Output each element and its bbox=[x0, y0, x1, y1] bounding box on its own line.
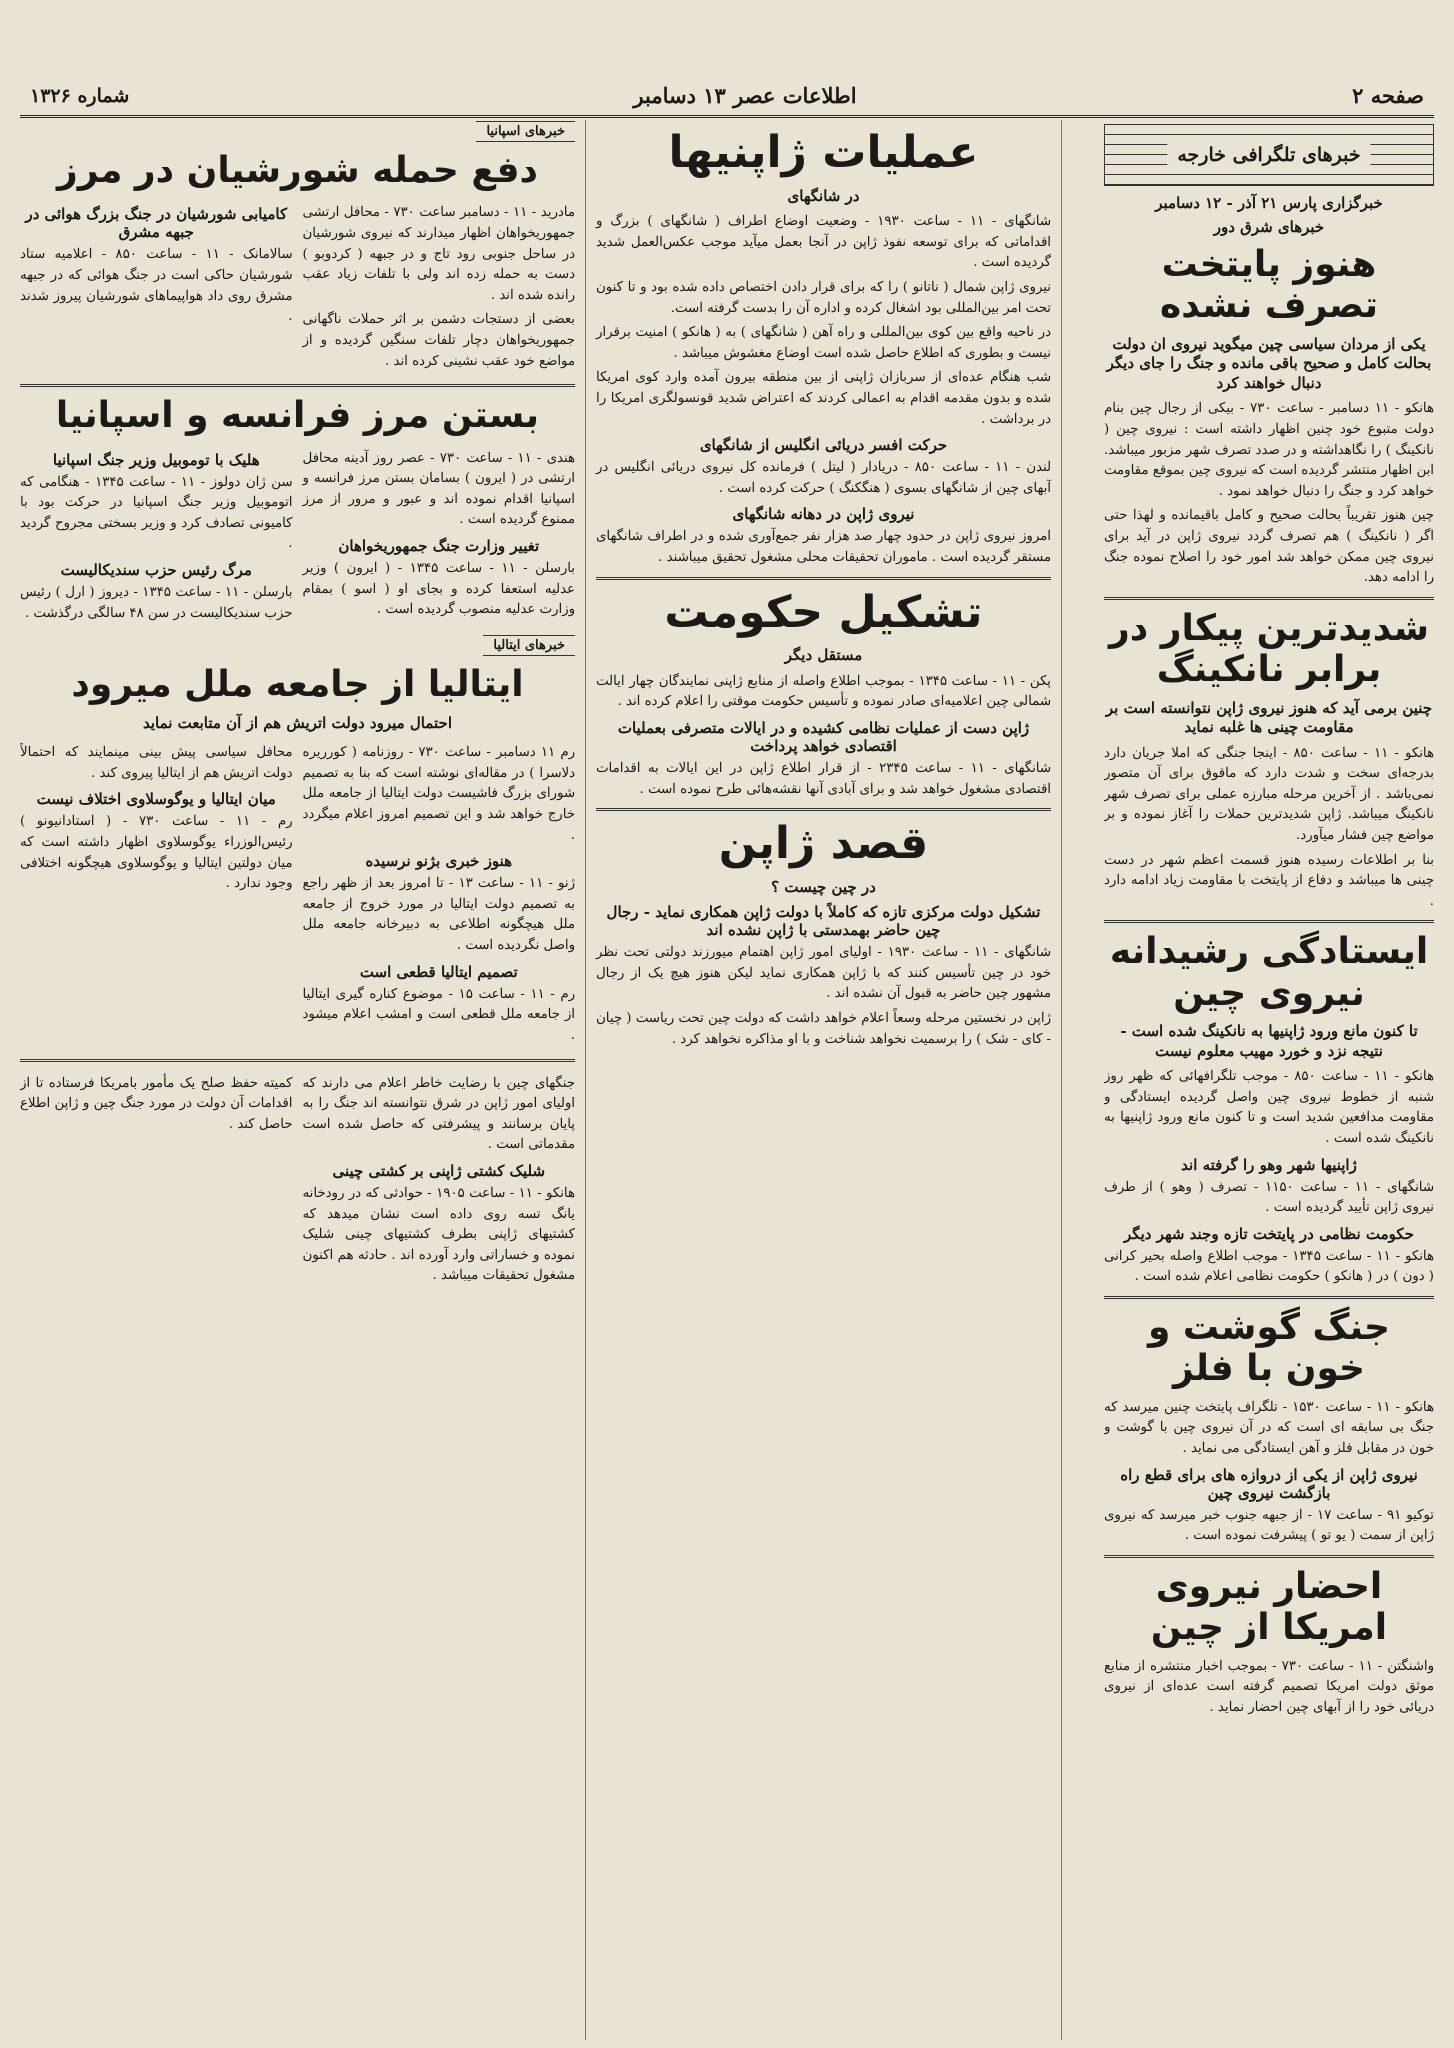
section-tag: خبرهای ایتالیا bbox=[483, 635, 575, 656]
headline: ایستادگی رشیدانه نیروی چین bbox=[1109, 931, 1429, 1014]
article-paragraph: هانکو - ۱۱ - ساعت ۸۵۰ - اینجا جنگی که املا جریان دارد بدرجه‌ای سخت و شدت دارد که ماقوق برای آن متصور نمی‌باشد . از آخرین مرحله مبارزه عملی برای تصرف شهر نانکینگ میباشد. ژاپن شدیدترین حملات را آغاز نموده و بر مواضع چین فشار میآورد. bbox=[1104, 745, 1434, 843]
subheading: هلیک با توموبیل وزیر جنگ اسپانیا bbox=[52, 450, 260, 469]
subheadline: مستقل دیگر bbox=[784, 646, 863, 665]
masthead bbox=[20, 55, 1434, 118]
article-paragraph: رم ۱۱ دسامبر - ساعت ۷۳۰ - روزنامه ( کورریره دلاسرا ) در مقاله‌ای نوشته است که بنا به تصمیم شورای بزرگ فاشیست دولت ایتالیا از جامعه ملل خارج خواهد شد و این تصمیم امروز اعلام میگردد . bbox=[302, 745, 575, 843]
headline: تشکیل حکومت bbox=[664, 586, 983, 638]
article-paragraph: بعضی از دستجات دشمن بر اثر حملات ناگهانی جمهوریخواهان دچار تلفات سنگین گردیده و از مواضع خود عقب نشینی کرده اند . bbox=[302, 312, 575, 369]
headline: جنگ گوشت و خون با فلز bbox=[1148, 1307, 1390, 1390]
article-paragraph: بنا بر اطلاعات رسیده هنوز قسمت اعظم شهر در دست چینی ها میباشد و دفاع از پایتخت با مقاومت زیاد ادامه دارد . bbox=[1104, 852, 1434, 909]
article-paragraph: هانکو - ۱۱ - ساعت ۸۵۰ - موجب تلگرافهائی که ظهر روز شنبه از خطوط نیروی چین واصل گردیده ایستادگی و مقاومت مدافعین شدید است و تا کنون مانع ورود ژاپنیها به نانکینگ شده است . bbox=[1104, 1069, 1434, 1147]
subheading: تشکیل دولت مرکزی تازه که کاملاً با دولت ژاپن همکاری نماید - رجال چین حاضر بهمدستی با ژاپن نشده اند bbox=[606, 903, 1041, 940]
article-paragraph: امروز نیروی ژاپن در حدود چهار صد هزار نفر جمع‌آوری شده و در اطراف شانگهای مستقر گردیده است . ماموران تحقیقات محلی مشغول تحقیق میباشند . bbox=[596, 529, 1051, 566]
article-paragraph: لندن - ۱۱ - ساعت ۸۵۰ - دریادار ( لیتل ) فرمانده کل نیروی دریائی انگلیس در آبهای چین از شانگهای بسوی ( هنگکنگ ) حرکت کرده است . bbox=[596, 460, 1052, 496]
subheading: شلیک کشتی ژاپنی بر کشتی چینی bbox=[332, 1161, 546, 1180]
headline: دفع حمله شورشیان در مرز bbox=[56, 150, 539, 191]
subheadline: چنین برمی آید که هنوز نیروی ژاپن نتوانسته است بر مقاومت چینی ها غلبه نماید bbox=[1105, 698, 1433, 737]
subheadline: در شانگهای bbox=[787, 186, 860, 205]
headline: شدیدترین پیکار در برابر نانکینگ bbox=[1109, 607, 1429, 691]
article-paragraph: رم - ۱۱ - ساعت ۱۵ - موضوع کناره گیری ایتالیا از جامعه ملل قطعی است و امشب اعلام میشود . bbox=[302, 986, 575, 1043]
article-paragraph: هانکو - ۱۱ - ساعت ۱۵۳۰ - تلگراف پایتخت چنین میرسد که جنگ بی سابقه ای است که در آن نیروی چین با گوشت و خون در مقابل فلز و آهن ایستادگی می نماید . bbox=[1104, 1399, 1434, 1457]
subheading: ژاپن دست از عملیات نظامی کشیده و در ایالات متصرفی بعملیات اقتصادی خواهد پرداخت bbox=[617, 718, 1030, 755]
headline: هنوز پایتخت تصرف نشده bbox=[1160, 244, 1378, 327]
divider bbox=[596, 577, 1051, 580]
subheading: تغییر وزارت جنگ جمهوریخواهان bbox=[338, 537, 540, 556]
divider bbox=[20, 384, 575, 387]
subheading: تصمیم ایتالیا قطعی است bbox=[359, 962, 518, 981]
divider bbox=[1104, 1555, 1434, 1558]
article-paragraph: هانکو - ۱۱ - ساعت ۱۳۴۵ - موجب اطلاع واصله بحیر کرانی ( دون ) در ( هانکو ) حکومت نظامی اعلام شده است . bbox=[1104, 1248, 1434, 1285]
article-paragraph: هانکو - ۱۱ دسامبر - ساعت ۷۳۰ - بیکی از رجال چین بنام دولت متبوع خود چنین اظهار داشته است : نیروی چین ( نانکینگ ) را نگاهداشته و در صدد تصرف شهر مزبور میباشد. ابن اظهار منتشر گردیده است که نیروی چین بموقع مقاومت خواهد کرد و جنگ را دنبال خواهد نمود . bbox=[1104, 401, 1434, 499]
article-paragraph: بارسلن - ۱۱ - ساعت ۱۳۴۵ - ( ایرون ) وزیر عدلیه استعفا کرده و بجای او ( اسو ) بمقام وزارت عدلیه منصوب گردیده است . bbox=[302, 561, 575, 618]
column-middle bbox=[585, 120, 1062, 2040]
subheading: نیروی ژاپن در دهانه شانگهای bbox=[732, 505, 915, 524]
subheadline: تا کنون مانع ورود ژاپنیها به نانکینگ شده است - نتیجه نزد و خورد مهیب معلوم نیست bbox=[1120, 1022, 1418, 1060]
subheading: مرگ رئیس حزب سندیکالیست bbox=[60, 561, 252, 580]
section-tag: خبرهای اسپانیا bbox=[476, 121, 575, 142]
headline: ایتالیا از جامعه ملل میرود bbox=[71, 664, 524, 706]
article-paragraph: کمیته حفظ صلح یک مأمور بامریکا فرستاده تا از اقدامات آن دولت در مورد جنگ چین و ژاپن اطلاع حاصل کند . bbox=[20, 1075, 293, 1132]
subheading: حکومت نظامی در پایتخت تازه وجند شهر دیگر bbox=[1124, 1224, 1414, 1243]
article-paragraph: هندی - ۱۱ - ساعت ۷۳۰ - عصر روز آدینه محافل ارتشی در ( ایرون ) بسامان بستن مرز فرانسه و اسپانیا اقدام نموده اند و عبور و مرور از مرز ممنوع گردیده است . bbox=[302, 450, 575, 528]
article-paragraph: سن ژان دولوز - ۱۱ - ساعت ۱۳۴۵ - هنگامی که اتوموبیل وزیر جنگ اسپانیا در حرکت بود با کامیونی تصادف کرد و وزیر بسختی مجروح گردید . bbox=[20, 474, 293, 552]
subheading: کامیابی شورشیان در جنگ بزرگ هوائی در جبهه مشرق bbox=[25, 205, 288, 242]
article-paragraph: توکیو ۹۱ - ساعت ۱۷ - از جبهه جنوب خبر میرسد که نیروی ژاپن از سمت ( یو تو ) پیشرفت نموده است . bbox=[1104, 1507, 1434, 1544]
section-banner-title: خبرهای تلگرافی خارجه bbox=[1167, 142, 1370, 168]
region-label: خبرهای شرق دور bbox=[1213, 218, 1325, 236]
subheading: میان ایتالیا و یوگوسلاوی اختلاف نیست bbox=[36, 790, 276, 809]
subheading: نیروی ژاپن از یکی از دروازه های برای قطع راه بازگشت نیروی چین bbox=[1120, 1465, 1418, 1502]
subheading: حرکت افسر دریائی انگلیس از شانگهای bbox=[699, 436, 948, 455]
two-column-block bbox=[20, 1070, 575, 1291]
page-number: صفحه ۲ bbox=[1352, 83, 1424, 108]
dateline: خبرگزاری پارس ۲۱ آذر - ۱۲ دسامبر bbox=[1155, 194, 1383, 212]
column-left bbox=[20, 120, 575, 2040]
article-paragraph: جنگهای چین با رضایت خاطر اعلام می دارند که اولیای امور ژاپن در شرق نتوانسته اند جنگ را به پایان برسانند و پیشرفتی که حاصل شده است مقدماتی است . bbox=[302, 1075, 575, 1153]
two-column-block bbox=[20, 445, 575, 629]
issue-number: شماره ۱۳۲۶ bbox=[30, 85, 130, 107]
article-paragraph: سالامانک - ۱۱ - ساعت ۸۵۰ - اعلامیه ستاد شورشیان حاکی است در جنگ هوائی که در جبهه مشرق روی داد هواپیماهای شورشیان پیروز شدند . bbox=[20, 247, 293, 325]
article-paragraph: بارسلن - ۱۱ - ساعت ۱۳۴۵ - دیروز ( ارل ) رئیس حزب سندیکالیست در سن ۴۸ سالگی درگذشت . bbox=[20, 585, 293, 621]
article-paragraph: شانگهای - ۱۱ - ساعت ۱۹۳۰ - اولیای امور ژاپن اهتمام میورزند دولتی تحت نظر خود در چین تأسیس کنند که با ژاپن همکاری نماید لیکن هنوز هیچ یک از رجال مشهور چین حاضر به قبول آن نشده اند . bbox=[596, 945, 1051, 1002]
article-paragraph: محافل سیاسی پیش بینی مینمایند که احتمالاً دولت اتریش هم از ایتالیا پیروی کند . bbox=[20, 745, 293, 781]
headline: قصد ژاپن bbox=[718, 818, 929, 870]
article-paragraph: شانگهای - ۱۱ - ساعت ۱۹۳۰ - وضعیت اوضاع اطراف ( شانگهای ) بزرگ و اقداماتی که برای توسعه نفوذ ژاپن در آنجا بعمل میآید موجب عکس‌العمل شدید گردیده است . bbox=[596, 214, 1051, 271]
section-banner bbox=[1104, 124, 1434, 186]
article-paragraph: نیروی ژاپن شمال ( ناتانو ) را که برای قرار دادن اختصاص داده شده بود و تا کنون تحت امر بین‌المللی بود اشغال کرده و اداره آن را بدست گرفته است. bbox=[596, 279, 1051, 316]
article-paragraph: شب هنگام عده‌ای از سربازان ژاپنی از بین منطقه بیرون آمده وارد کوی امریکا شده و بدون مقدمه اقدام به اعمالی کردند که اعتراض شدید قونسولگری امریکا را در برداشت . bbox=[596, 370, 1051, 427]
subheadline: در چین چیست ؟ bbox=[771, 877, 876, 896]
article-paragraph: مادرید - ۱۱ - دسامبر ساعت ۷۳۰ - محافل ارتشی جمهوریخواهان اظهار میدارند که نیروی شورشیان در ساحل جنوبی رود تاج و در جبهه ( کردوبو ) دست به حمله زده اند ولی با تلفات زیاد عقب رانده شده اند . bbox=[302, 205, 575, 303]
subheading: هنوز خبری بژنو نرسیده bbox=[365, 852, 513, 871]
divider bbox=[1104, 1296, 1434, 1299]
article-paragraph: شانگهای - ۱۱ - ساعت ۱۱۵۰ - تصرف ( وهو ) از طرف نیروی ژاپن تأیید گردیده است . bbox=[1104, 1179, 1434, 1216]
article-paragraph: واشنگتن - ۱۱ - ساعت ۷۳۰ - بموجب اخبار منتشره از منابع موثق دولت امریکا تصمیم گرفته است عده‌ای از نیروی دریائی خود را از آبهای چین احضار نماید . bbox=[1104, 1658, 1434, 1715]
article-paragraph: ژنو - ۱۱ - ساعت ۱۳ - تا امروز بعد از ظهر راجع به تصمیم دولت ایتالیا در مورد خروج از جامعه ملل هیچگونه اطلاعی به دبیرخانه جامعه ملل واصل نگردیده است . bbox=[302, 876, 575, 954]
article-paragraph: شانگهای - ۱۱ - ساعت ۲۳۴۵ - از قرار اطلاع ژاپن در این ایالات به اقدامات اقتصادی مشغول خواهد شد و برای آبادی آنها نقشه‌هائی طرح نموده است . bbox=[596, 760, 1052, 797]
issue-date: اطلاعات عصر ۱۳ دسامبر bbox=[633, 83, 857, 108]
divider bbox=[1104, 597, 1434, 600]
subheadline: یکی از مردان سیاسی چین میگوید نیروی ان دولت بحالت کامل و صحیح باقی مانده و جنگ را جای دیگر دنبال خواهند کرد bbox=[1106, 334, 1432, 392]
headline: عملیات ژاپنیها bbox=[668, 127, 979, 178]
article-paragraph: رم - ۱۱ - ساعت ۷۳۰ - ( استادانیونو ) رئیس‌الوزراء یوگوسلاوی اظهار داشته است که میان دولتین ایتالیا و یوگوسلاوی هیچگونه اختلافی وجود ندارد . bbox=[20, 814, 293, 892]
article-paragraph: پکن - ۱۱ - ساعت ۱۳۴۵ - بموجب اطلاع واصله از منابع ژاپنی نمایندگان چهار ایالت شمالی چین اعلامیه‌ای صادر نموده و تأسیس حکومت موقتی را اعلام کرده اند . bbox=[596, 673, 1051, 710]
divider bbox=[20, 1059, 575, 1062]
divider bbox=[596, 808, 1051, 811]
column-right bbox=[1104, 120, 1434, 2040]
subheading: ژاپنیها شهر وهو را گرفته اند bbox=[1181, 1155, 1357, 1174]
article-paragraph: هانکو - ۱۱ - ساعت ۱۹۰۵ - حوادثی که در رودخانه یانگ تسه روی داده است نشان میدهد که کشتیهای ژاپنی بطرف کشتیهای چینی شلیک نموده و خساراتی وارد آورده اند . حادثه هم اکنون مشغول تحقیقات میباشد . bbox=[302, 1185, 575, 1284]
divider bbox=[1104, 920, 1434, 923]
two-column-block bbox=[20, 199, 575, 376]
two-column-block bbox=[20, 739, 575, 1050]
headline: احضار نیروی امریکا از چین bbox=[1150, 1565, 1388, 1649]
subheadline: احتمال میرود دولت اتریش هم از آن متابعت نماید bbox=[142, 713, 452, 732]
article-paragraph: چین هنوز تقریباً بحالت صحیح و کامل باقیمانده و لهذا حتی اگر ( نانکینگ ) هم تصرف گردد نیروی ژاپن در آید برای نیروی چین ممکن خواهد شد امور خود را اصلاح نموده جنگ را ادامه دهد. bbox=[1104, 508, 1434, 586]
article-paragraph: ژاپن در نخستین مرحله وسعاً اعلام خواهد داشت که دولت چین تحت ریاست ( چیان - کای - شک ) را برسمیت نخواهد شناخت و با او مذاکره نخواهد کرد . bbox=[596, 1011, 1051, 1047]
article-paragraph: در ناحیه واقع بین کوی بین‌المللی و راه آهن ( شانگهای ) به ( هانکو ) امنیت برقرار نیست و بطوری که اطلاع حاصل شده است اوضاع مغشوش میباشد . bbox=[596, 325, 1051, 361]
headline: بستن مرز فرانسه و اسپانیا bbox=[55, 395, 540, 437]
